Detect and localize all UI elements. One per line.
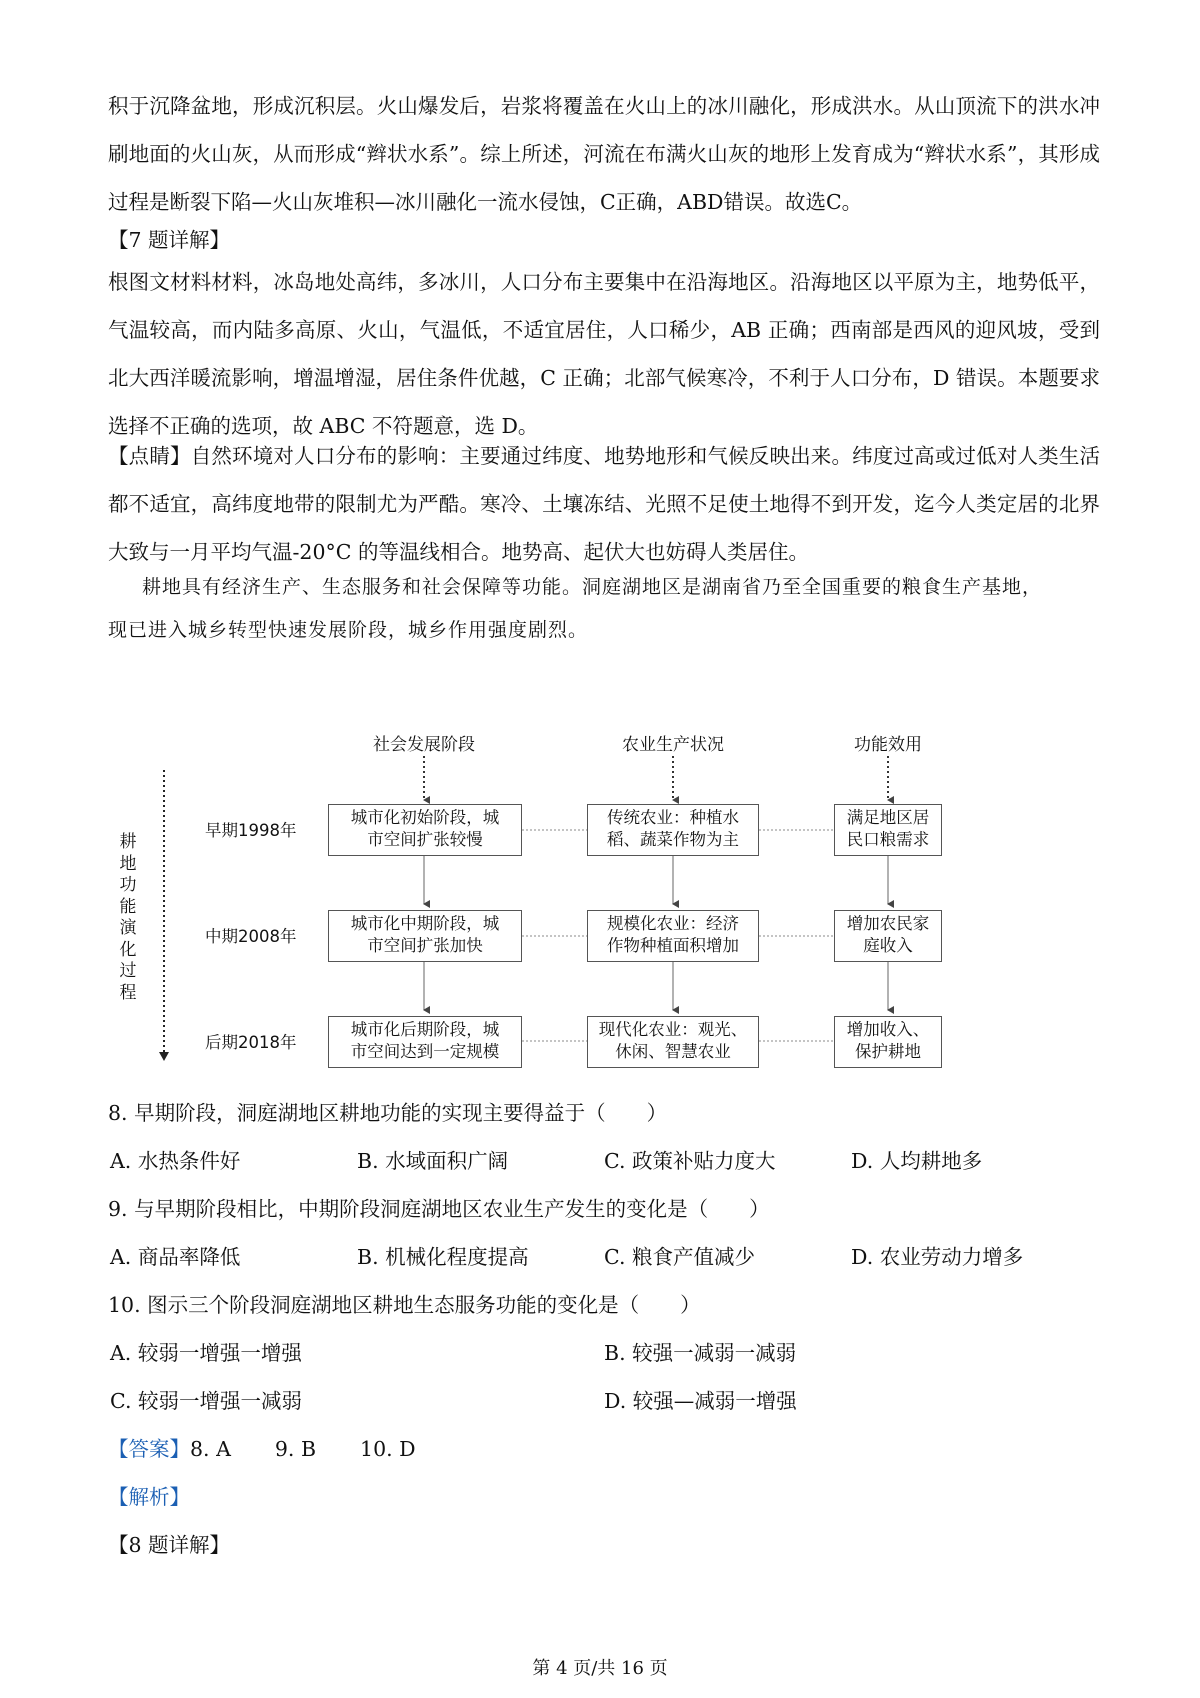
- box-agriculture-middle: [587, 910, 759, 962]
- analysis-label: 【解析】: [108, 1485, 190, 1509]
- material-line-2: 现已进入城乡转型快速发展阶段，城乡作用强度剧烈。: [108, 619, 589, 641]
- axis-arrow-head: [159, 1052, 169, 1061]
- box-agriculture-early: [587, 804, 759, 856]
- box-line: 作物种植面积增加: [607, 936, 739, 955]
- q8-heading: 【8 题详解】: [108, 1533, 231, 1557]
- box-line: 增加农民家: [846, 914, 930, 933]
- box-line: 市空间扩张较慢: [367, 830, 483, 849]
- box-function-late: [834, 1016, 942, 1068]
- question-10-option-b: B. 较强一减弱一减弱: [604, 1341, 797, 1365]
- answer-line: [108, 1434, 416, 1464]
- question-9-option-a: A. 商品率降低: [110, 1245, 241, 1269]
- answer-9: 9. B: [274, 1437, 317, 1461]
- page-footer: 第 4 页/共 16 页: [532, 1658, 668, 1679]
- column-header-function: 功能效用: [854, 735, 922, 755]
- box-line: 城市化初始阶段，城: [350, 808, 500, 827]
- tip-text: 自然环境对人口分布的影响：主要通过纬度、地势地形和气候反映出来。纬度过高或过低对人类生活都不适宜，高纬度地带的限制尤为严酷。寒冷、土壤冻结、光照不足使土地得不到开发，迄今人类定居的北界大致与一月平均气温-20°C 的等温线相合。地势高、起伏大也妨碍人类居住。: [108, 444, 1101, 564]
- box-function-middle: [834, 910, 942, 962]
- answer-label: 【答案】: [108, 1437, 190, 1461]
- answer-8: 8. A: [190, 1437, 231, 1461]
- box-line: 城市化中期阶段，城: [350, 914, 500, 933]
- box-agriculture-late: [587, 1016, 759, 1068]
- question-9-option-c: C. 粮食产值减少: [604, 1245, 755, 1269]
- stage-label-late: 后期2018年: [205, 1033, 297, 1052]
- box-line: 规模化农业：经济: [607, 914, 739, 933]
- tip-label: 【点睛】: [108, 444, 191, 468]
- box-line: 保护耕地: [855, 1042, 921, 1061]
- question-8-option-c: C. 政策补贴力度大: [604, 1149, 776, 1173]
- column-header-agriculture: 农业生产状况: [622, 735, 724, 755]
- box-line: 现代化农业：观光、: [598, 1020, 748, 1039]
- column-header-social-stage: 社会发展阶段: [373, 735, 475, 755]
- question-8-option-b: B. 水域面积广阔: [357, 1149, 509, 1173]
- box-line: 满足地区居: [846, 808, 930, 827]
- box-line: 稻、蔬菜作物为主: [607, 830, 739, 849]
- stage-label-early: 早期1998年: [205, 821, 297, 840]
- box-line: 休闲、智慧农业: [615, 1042, 731, 1061]
- stage-label-middle: 中期2008年: [205, 927, 297, 946]
- question-9-stem: 9. 与早期阶段相比，中期阶段洞庭湖地区农业生产发生的变化是（ ）: [108, 1197, 770, 1221]
- box-line: 增加收入、: [846, 1020, 930, 1039]
- q7-explanation: 根图文材料材料，冰岛地处高纬，多冰川，人口分布主要集中在沿海地区。沿海地区以平原为主，地势低平，气温较高，而内陆多高原、火山，气温低，不适宜居住，人口稀少，AB 正确；西南部是西风的迎风坡，受到北大西洋暖流影响，增温增湿，居住条件优越，C 正确；北部气候寒冷，不利于人口分布，D 错误。本题要求选择不正确的选项，故 ABC 不符题意，选 D。: [108, 270, 1100, 438]
- question-8-option-d: D. 人均耕地多: [851, 1149, 983, 1173]
- question-8-stem: 8. 早期阶段，洞庭湖地区耕地功能的实现主要得益于（ ）: [108, 1101, 668, 1125]
- question-8-option-a: A. 水热条件好: [110, 1149, 241, 1173]
- box-line: 庭收入: [863, 936, 913, 955]
- question-10-option-a: A. 较弱一增强一增强: [110, 1341, 302, 1365]
- box-line: 传统农业：种植水: [607, 808, 739, 827]
- box-urbanization-middle: [328, 910, 522, 962]
- box-urbanization-late: [328, 1016, 522, 1068]
- question-10-stem: 10. 图示三个阶段洞庭湖地区耕地生态服务功能的变化是（ ）: [108, 1293, 701, 1317]
- box-function-early: [834, 804, 942, 856]
- question-10-option-c: C. 较弱一增强一减弱: [110, 1389, 302, 1413]
- box-line: 民口粮需求: [846, 830, 930, 849]
- axis-label: 耕地功能演化过程: [119, 832, 137, 1003]
- continued-explanation: 积于沉降盆地，形成沉积层。火山爆发后，岩浆将覆盖在火山上的冰川融化，形成洪水。从山顶流下的洪水冲刷地面的火山灰，从而形成“辫状水系”。综上所述，河流在布满火山灰的地形上发育成为“辫状水系”，其形成过程是断裂下陷—火山灰堆积—冰川融化一流水侵蚀，C正确，ABD错误。故选C。: [108, 94, 1100, 214]
- question-9-option-d: D. 农业劳动力增多: [851, 1245, 1024, 1269]
- q7-heading: 【7 题详解】: [108, 228, 231, 252]
- box-line: 市空间达到一定规模: [350, 1042, 500, 1061]
- box-line: 市空间扩张加快: [367, 936, 483, 955]
- answer-10: 10. D: [360, 1437, 416, 1461]
- question-10-option-d: D. 较强—减弱一增强: [604, 1389, 797, 1413]
- question-9-option-b: B. 机械化程度提高: [357, 1245, 529, 1269]
- box-line: 城市化后期阶段，城: [350, 1020, 500, 1039]
- box-urbanization-early: [328, 804, 522, 856]
- material-line-1: 耕地具有经济生产、生态服务和社会保障等功能。洞庭湖地区是湖南省乃至全国重要的粮食生产基地，: [142, 576, 1043, 598]
